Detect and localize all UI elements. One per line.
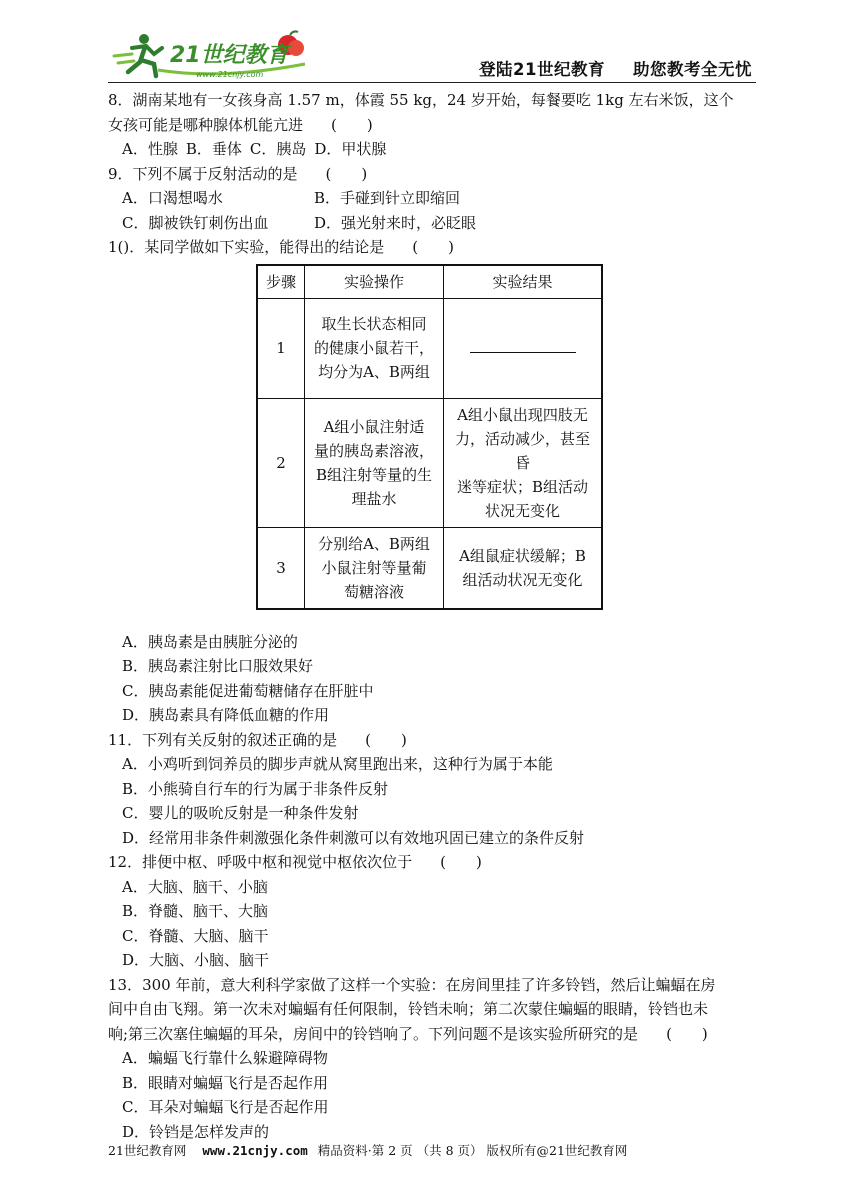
result-cell: A组小鼠出现四肢无 力，活动减少，甚至昏 迷等症状；B组活动 状况无变化 bbox=[444, 398, 603, 527]
option-d: D．大脑、小脑、脑干 bbox=[122, 951, 270, 969]
question-13 bbox=[108, 973, 758, 1145]
slogan-left: 登陆21世纪教育 bbox=[479, 60, 605, 79]
question-stem: 11．下列有关反射的叙述正确的是 ( ) bbox=[108, 728, 758, 753]
question-11 bbox=[108, 728, 758, 851]
option-c: C．胰岛素能促进葡萄糖储存在肝脏中 bbox=[122, 681, 374, 700]
options-row bbox=[108, 137, 758, 162]
option-a: A．大脑、脑干、小脑 bbox=[122, 877, 268, 896]
header-slogan bbox=[479, 56, 752, 80]
option-a: A．口渴想喝水 bbox=[122, 189, 223, 207]
option-b: B．脊髓、脑干、大脑 bbox=[122, 902, 269, 920]
question-10 bbox=[108, 235, 758, 728]
option-b: B．手碰到针立即缩回 bbox=[314, 189, 461, 207]
footer-url: www.21cnjy.com bbox=[202, 1143, 308, 1158]
answer-paren: ( ) bbox=[331, 115, 373, 134]
svg-text:www.21cnjy.com: www.21cnjy.com bbox=[196, 70, 264, 79]
slogan-right: 助您教考全无忧 bbox=[633, 60, 752, 79]
options-row bbox=[108, 211, 758, 236]
svg-text:21世纪教育: 21世纪教育 bbox=[170, 43, 289, 68]
page-header bbox=[108, 28, 756, 83]
page-footer bbox=[108, 1141, 758, 1159]
option-b: B．小熊骑自行车的行为属于非条件反射 bbox=[122, 779, 389, 798]
question-stem: 9．下列不属于反射活动的是 ( ) bbox=[108, 162, 758, 187]
21cnjy-logo bbox=[110, 30, 310, 80]
footer-site: 21世纪教育网 bbox=[108, 1143, 187, 1158]
question-stem: 13．300 年前，意大利科学家做了这样一个实验：在房间里挂了许多铃铛，然后让蝙蝠在房 bbox=[108, 975, 716, 994]
header-result: 实验结果 bbox=[444, 265, 603, 299]
option-c: C．婴儿的吸吮反射是一种条件发射 bbox=[122, 804, 359, 822]
question-12 bbox=[108, 850, 758, 973]
option-d: D．铃铛是怎样发声的 bbox=[122, 1122, 270, 1141]
question-stem: 1()．某同学做如下实验，能得出的结论是 ( ) bbox=[108, 235, 758, 260]
header-step: 步骤 bbox=[257, 265, 305, 299]
answer-paren: ( ) bbox=[666, 1024, 708, 1043]
option-d: D．经常用非条件刺激强化条件刺激可以有效地巩固已建立的条件反射 bbox=[122, 828, 585, 847]
option-a: A．胰岛素是由胰脏分泌的 bbox=[122, 632, 298, 651]
answer-paren: ( ) bbox=[440, 853, 482, 871]
option-c: C．脚被铁钉刺伤出血 bbox=[122, 213, 269, 232]
question-stem: 响;第三次塞住蝙蝠的耳朵，房间中的铃铛响了。下列问题不是该实验所研究的是 ( ) bbox=[108, 1022, 758, 1047]
result-cell-blank bbox=[444, 298, 603, 398]
options-row bbox=[108, 186, 758, 211]
option-a: A．蝙蝠飞行靠什么躲避障碍物 bbox=[122, 1049, 328, 1067]
table-header-row bbox=[257, 265, 602, 299]
page-content bbox=[108, 88, 758, 1144]
option-a: A．性腺 bbox=[122, 140, 178, 158]
question-9 bbox=[108, 162, 758, 236]
option-c: C．脊髓、大脑、脑干 bbox=[122, 926, 269, 945]
question-stem: 8．湖南某地有一女孩身高 1.57 m，体霞 55 kg，24 岁开始，每餐要吃 1kg 左右米饭，这个 bbox=[108, 91, 734, 109]
table-row bbox=[257, 527, 602, 609]
result-cell: A组鼠症状缓解；B 组活动状况无变化 bbox=[444, 527, 603, 609]
answer-paren: ( ) bbox=[412, 238, 454, 256]
operation-cell: 取生长状态相同 的健康小鼠若干， 均分为A、B两组 bbox=[305, 298, 444, 398]
option-c: C．耳朵对蝙蝠飞行是否起作用 bbox=[122, 1098, 329, 1116]
question-stem: 12．排便中枢、呼吸中枢和视觉中枢依次位于 ( ) bbox=[108, 850, 758, 875]
footer-info: 精品资料·第 2 页 （共 8 页） 版权所有@21世纪教育网 bbox=[317, 1143, 628, 1158]
option-a: A．小鸡听到饲养员的脚步声就从窝里跑出来，这种行为属于本能 bbox=[122, 755, 553, 773]
operation-cell: A组小鼠注射适 量的胰岛素溶液， B组注射等量的生 理盐水 bbox=[305, 398, 444, 527]
header-operation: 实验操作 bbox=[305, 265, 444, 299]
answer-paren: ( ) bbox=[325, 164, 368, 183]
question-8 bbox=[108, 88, 758, 162]
fill-blank bbox=[470, 342, 576, 353]
option-b: B．眼睛对蝙蝠飞行是否起作用 bbox=[122, 1073, 329, 1092]
option-d: D．强光射来时，必眨眼 bbox=[314, 213, 477, 232]
option-c: C．胰岛 bbox=[249, 140, 307, 158]
table-row bbox=[257, 298, 602, 398]
table-row bbox=[257, 398, 602, 527]
option-b: B．垂体 bbox=[185, 140, 242, 158]
option-b: B．胰岛素注射比口服效果好 bbox=[122, 657, 314, 675]
answer-paren: ( ) bbox=[365, 730, 407, 749]
experiment-table bbox=[256, 264, 603, 610]
option-d: D．胰岛素具有降低血糖的作用 bbox=[122, 706, 330, 724]
operation-cell: 分别给A、B两组 小鼠注射等量葡 萄糖溶液 bbox=[305, 527, 444, 609]
step-cell: 1 bbox=[257, 298, 305, 398]
step-cell: 3 bbox=[257, 527, 305, 609]
option-d: D．甲状腺 bbox=[314, 140, 387, 158]
question-stem: 间中自由飞翔。第一次未对蝙蝠有任何限制，铃铛未响；第二次蒙住蝙蝠的眼睛，铃铛也未 bbox=[108, 1000, 709, 1018]
question-stem: 女孩可能是哪种腺体机能亢进 ( ) bbox=[108, 113, 758, 138]
step-cell: 2 bbox=[257, 398, 305, 527]
